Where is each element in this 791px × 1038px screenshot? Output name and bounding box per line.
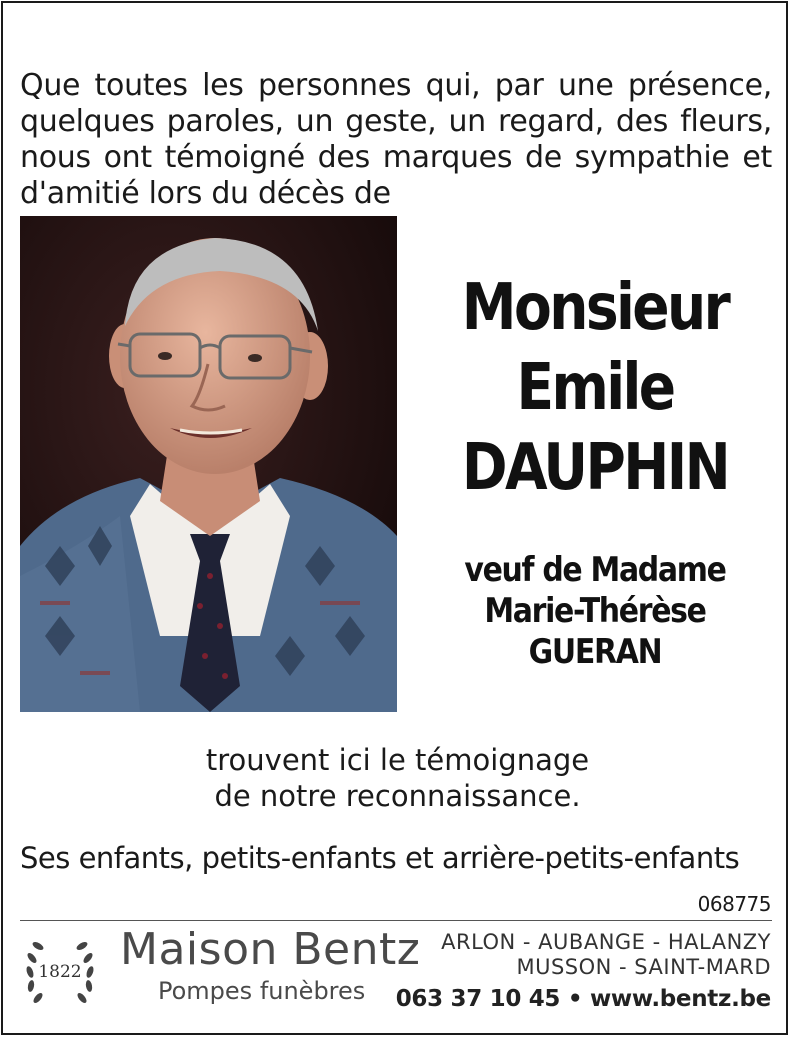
family-signature: Ses enfants, petits-enfants et arrière-petits-enfants [20,841,740,875]
towns-line-1: ARLON - AUBANGE - HALANZY [441,930,771,954]
portrait-image [20,216,397,712]
thanks-line-2: de notre reconnaissance. [214,779,581,813]
widow-line-3: GUERAN [528,632,662,672]
funeral-home-towns [441,930,771,980]
widow-of [400,550,790,673]
deceased-name [400,268,790,508]
deceased-last-name: DAUPHIN [461,431,729,505]
laurel-seal-icon [20,930,100,1010]
seal-year: 1822 [38,962,82,982]
reference-number: 068775 [697,892,771,916]
funeral-home-contact: 063 37 10 45 • www.bentz.be [395,986,771,1012]
towns-line-2: MUSSON - SAINT-MARD [516,955,771,979]
footer-divider [20,920,772,921]
thanks-text [0,742,791,814]
deceased-first-name: Emile [516,351,674,425]
widow-line-1: veuf de Madame [464,550,726,590]
portrait-photo [20,216,397,712]
intro-paragraph: Que toutes les personnes qui, par une présence, quelques paroles, un geste, un regard, des fleurs, nous ont témoigné des marques de sympathie et d'amitié lors du décès de [20,68,772,211]
deceased-title: Monsieur [461,271,729,345]
funeral-home-subtitle: Pompes funèbres [158,977,366,1005]
funeral-home-name: Maison Bentz [120,924,421,975]
widow-line-2: Marie-Thérèse [484,591,706,631]
thanks-line-1: trouvent ici le témoignage [205,743,590,777]
